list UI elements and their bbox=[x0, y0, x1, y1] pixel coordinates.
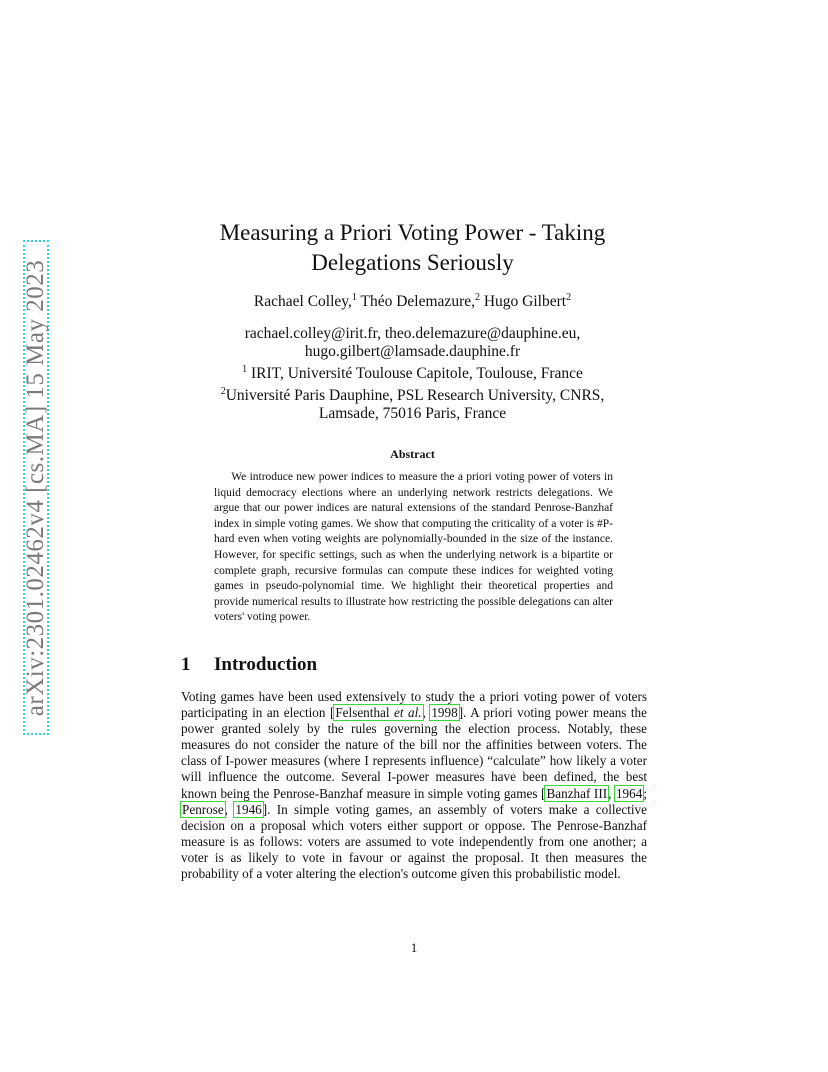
title-line-1: Measuring a Priori Voting Power - Taking bbox=[219, 220, 606, 245]
author-name: Théo Delemazure, bbox=[360, 293, 475, 311]
citation-separator: , bbox=[422, 705, 431, 721]
citation-text: et al. bbox=[394, 705, 422, 721]
title-line-2: Delegations Seriously bbox=[311, 250, 514, 275]
author-name: Rachael Colley, bbox=[253, 293, 352, 311]
abstract-body: We introduce new power indices to measure the a priori voting power of voters in liquid democracy elections where an underlying network restricts delegations. We argue that our power indices are natural extensions of the standard Penrose-Banzhaf index in simple voting games. We show that computing the criticality of a voter is #P-hard even when voting weights are polynomially-bounded in the size of the instance. However, for specific settings, such as when the underlying network is a bipartite or complete graph, recursive formulas can compute these indices for weighted voting games in pseudo-polynomial time. We highlight their theoretical properties and provide numerical results to illustrate how restricting the possible delegations can alter voters' voting power. bbox=[214, 471, 613, 624]
section-heading bbox=[181, 654, 317, 676]
author-affiliations bbox=[160, 325, 665, 423]
affiliation-mark: 2 bbox=[220, 386, 226, 398]
citation-separator: ; bbox=[643, 785, 647, 801]
introduction-paragraph bbox=[181, 689, 647, 882]
intro-text: ]. In simple voting games, an assembly of voters make a collective decision on a proposal which voters either support or oppose. The Penrose-Banzhaf measure is as follows: voters are assumed to vote independently from one another; a voter is as likely to vote in favour or against the proposal. It then measures the probability of a voter altering the election's outcome given this probabilistic model. bbox=[181, 801, 648, 882]
citation-banzhaf-year[interactable]: 1964 bbox=[615, 785, 643, 801]
emails-line-1: rachael.colley@irit.fr, theo.delemazure@dauphine.eu, bbox=[244, 325, 581, 342]
page-number: 1 bbox=[410, 940, 418, 955]
citation-banzhaf-author[interactable]: Banzhaf III bbox=[546, 785, 608, 801]
citation-text: Felsenthal bbox=[335, 705, 395, 721]
author-name: Hugo Gilbert bbox=[483, 293, 567, 311]
affiliation-mark: 2 bbox=[566, 292, 572, 303]
citation-separator: , bbox=[608, 785, 615, 801]
citation-felsenthal-year[interactable]: 1998 bbox=[431, 705, 458, 721]
section-title: Introduction bbox=[214, 654, 318, 675]
abstract-heading: Abstract bbox=[390, 447, 435, 461]
affiliation-text: Université Paris Dauphine, PSL Research University, CNRS, bbox=[225, 387, 605, 405]
affiliation-2 bbox=[160, 383, 665, 405]
affiliation-1 bbox=[160, 361, 665, 383]
intro-text: ]. A priori voting power means the power granted solely by the rules governing the election process. Notably, these measures do not consider the nature of the bill nor the affinities between voters. The class of I-power measures (where I represents influence) “calculate” how likely a voter will influence the outcome. Several I-power measures have been defined, the best known being the Penrose-Banzhaf measure in simple voting games [ bbox=[181, 705, 648, 801]
affiliation-mark: 2 bbox=[474, 292, 480, 303]
citation-penrose-year[interactable]: 1946 bbox=[235, 801, 262, 817]
abstract-text bbox=[214, 470, 613, 626]
citation-separator: , bbox=[224, 801, 235, 817]
arxiv-identifier-box[interactable] bbox=[23, 240, 49, 735]
citation-felsenthal-author[interactable] bbox=[334, 705, 422, 720]
citation-penrose-author[interactable]: Penrose bbox=[182, 801, 224, 817]
affiliation-2-line-2: Lamsade, 75016 Paris, France bbox=[318, 405, 507, 423]
intro-text: Voting games have been used extensively to study the a priori voting power of voters participating in an election [ bbox=[181, 689, 647, 721]
author-list bbox=[160, 292, 665, 311]
arxiv-identifier: arXiv:2301.02462v4 [cs.MA] 15 May 2023 bbox=[22, 259, 50, 716]
affiliation-mark: 1 bbox=[351, 292, 357, 303]
affiliation-mark: 1 bbox=[242, 364, 248, 375]
section-number: 1 bbox=[181, 654, 191, 675]
paper-title bbox=[160, 218, 665, 278]
emails-line-2: hugo.gilbert@lamsade.dauphine.fr bbox=[304, 343, 521, 360]
affiliation-text: IRIT, Université Toulouse Capitole, Toulouse, France bbox=[247, 365, 583, 383]
